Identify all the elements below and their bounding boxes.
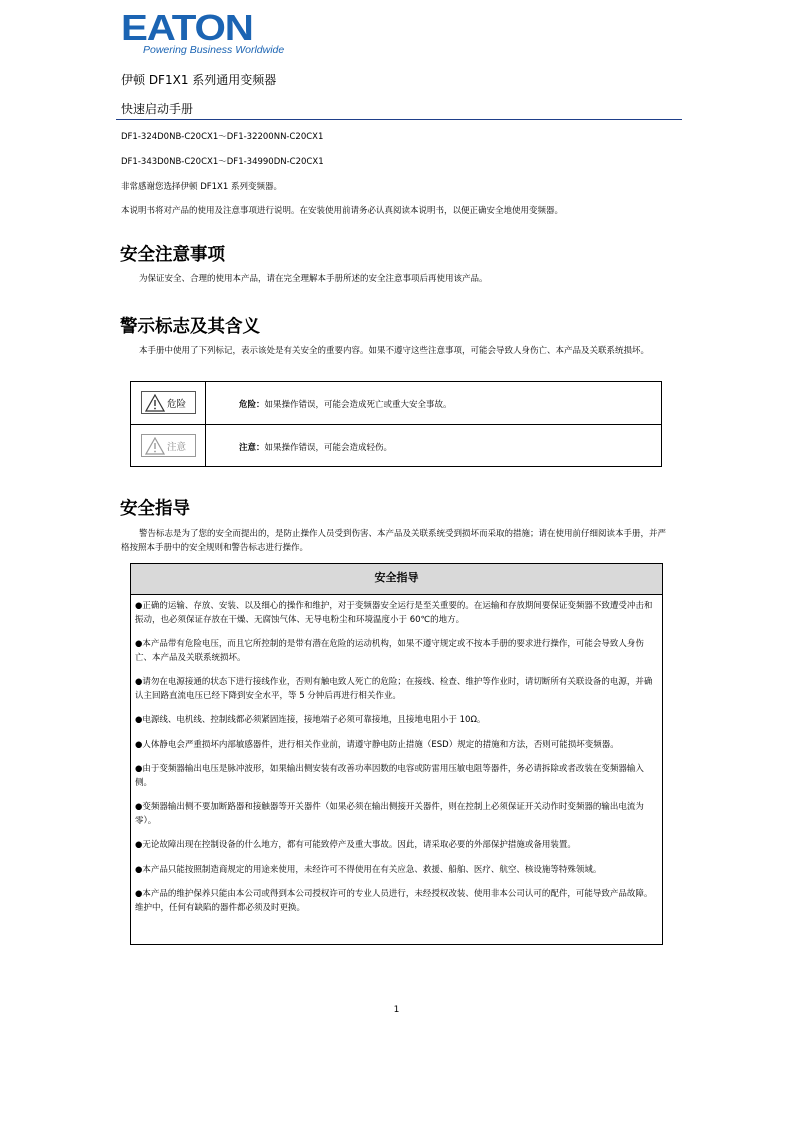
warning-row-danger xyxy=(131,382,661,425)
logo-wordmark: EATON xyxy=(121,7,253,48)
guide-item: ●人体静电会严重损坏内部敏感器件，进行相关作业前，请遵守静电防止措施（ESD）规定的措施和方法，否则可能损坏变频器。 xyxy=(135,740,619,750)
model-range-1: DF1-324D0NB-C20CX1～DF1-32200NN-C20CX1 xyxy=(121,132,324,142)
danger-description: 危险：如果操作错误，可能会造成死亡或重大安全事故。 xyxy=(239,400,452,410)
guide-item: ●由于变频器输出电压是脉冲波形，如果输出侧安装有改善功率因数的电容或防雷用压敏电阻等器件，务必请拆除或者改装在变频器输入侧。 xyxy=(135,764,644,788)
caution-triangle-icon xyxy=(145,437,165,455)
safety-guide-text: 警告标志是为了您的安全而提出的，是防止操作人员受到伤害、本产品及关联系统受到损坏而采取的措施；请在使用前仔细阅读本手册，并严格按照本手册中的安全规则和警告标志进行操作。 xyxy=(121,529,667,553)
guide-item: ●本产品只能按照制造商规定的用途来使用，未经许可不得使用在有关应急、救援、船舶、医疗、航空、核设施等特殊领域。 xyxy=(135,865,602,875)
caution-description: 注意：如果操作错误，可能会造成轻伤。 xyxy=(239,443,393,453)
guide-item: ●正确的运输、存放、安装、以及细心的操作和维护，对于变频器安全运行是至关重要的。在运输和存放期间要保证变频器不致遭受冲击和振动，也必须保证存放在干燥、无腐蚀气体、无导电粉尘和环境温度小于 60℃的地方。 xyxy=(135,601,653,625)
caution-sign-label: 注意 xyxy=(167,441,187,453)
header-rule xyxy=(116,119,682,120)
warning-signs-table xyxy=(130,381,662,467)
safety-text: 为保证安全、合理的使用本产品，请在完全理解本手册所述的安全注意事项后再使用该产品。 xyxy=(139,274,488,284)
intro-description: 本说明书将对产品的使用及注意事项进行说明。在安装使用前请务必认真阅读本说明书，以便正确安全地使用变频器。 xyxy=(121,206,564,216)
eaton-logo xyxy=(121,7,285,60)
guide-item: ●变频器输出侧不要加断路器和接触器等开关器件（如果必须在输出侧接开关器件，则在控制上必须保证开关动作时变频器的输出电流为零）。 xyxy=(135,802,644,826)
guide-item: ●请勿在电源接通的状态下进行接线作业，否则有触电致人死亡的危险；在接线、检查、维护等作业时，请切断所有关联设备的电源，并确认主回路直流电压已经下降到安全水平，等 5 分钟后再进行相关作业。 xyxy=(135,677,653,701)
safety-guide-box-title: 安全指导 xyxy=(131,564,662,595)
warning-signs-text: 本手册中使用了下列标记，表示该处是有关安全的重要内容。如果不遵守这些注意事项，可能会导致人身伤亡、本产品及关联系统损坏。 xyxy=(139,346,650,356)
safety-guide-box xyxy=(130,563,663,945)
warning-triangle-icon xyxy=(145,394,165,412)
guide-item: ●本产品的维护保养只能由本公司或得到本公司授权许可的专业人员进行，未经授权改装、使用非本公司认可的配件，可能导致产品故障。维护中，任何有缺陷的器件都必须及时更换。 xyxy=(135,889,653,913)
warning-row-caution xyxy=(131,425,661,467)
page-number: 1 xyxy=(393,1005,400,1015)
heading-warning-signs: 警示标志及其含义 xyxy=(120,317,260,337)
guide-item: ●本产品带有危险电压，而且它所控制的是带有潜在危险的运动机构，如果不遵守规定或不按本手册的要求进行操作，可能会导致人身伤亡、本产品及关联系统损坏。 xyxy=(135,639,644,663)
caution-sign xyxy=(141,434,196,457)
danger-sign-label: 危险 xyxy=(167,398,187,410)
logo-tagline: Powering Business Worldwide xyxy=(143,44,285,56)
guide-item: ●电源线、电机线、控制线都必须紧固连接，接地端子必须可靠接地，且接地电阻小于 10Ω。 xyxy=(135,715,486,725)
intro-thanks: 非常感谢您选择伊顿 DF1X1 系列变频器。 xyxy=(121,182,282,192)
danger-sign xyxy=(141,391,196,414)
document-title: 伊顿 DF1X1 系列通用变频器 xyxy=(121,73,277,87)
model-range-2: DF1-343D0NB-C20CX1～DF1-34990DN-C20CX1 xyxy=(121,157,324,167)
heading-safety: 安全注意事项 xyxy=(120,245,225,265)
heading-safety-guide: 安全指导 xyxy=(120,499,190,519)
document-subtitle: 快速启动手册 xyxy=(121,102,194,116)
guide-item: ●无论故障出现在控制设备的什么地方，都有可能致停产及重大事故。因此，请采取必要的外部保护措施或备用装置。 xyxy=(135,840,576,850)
